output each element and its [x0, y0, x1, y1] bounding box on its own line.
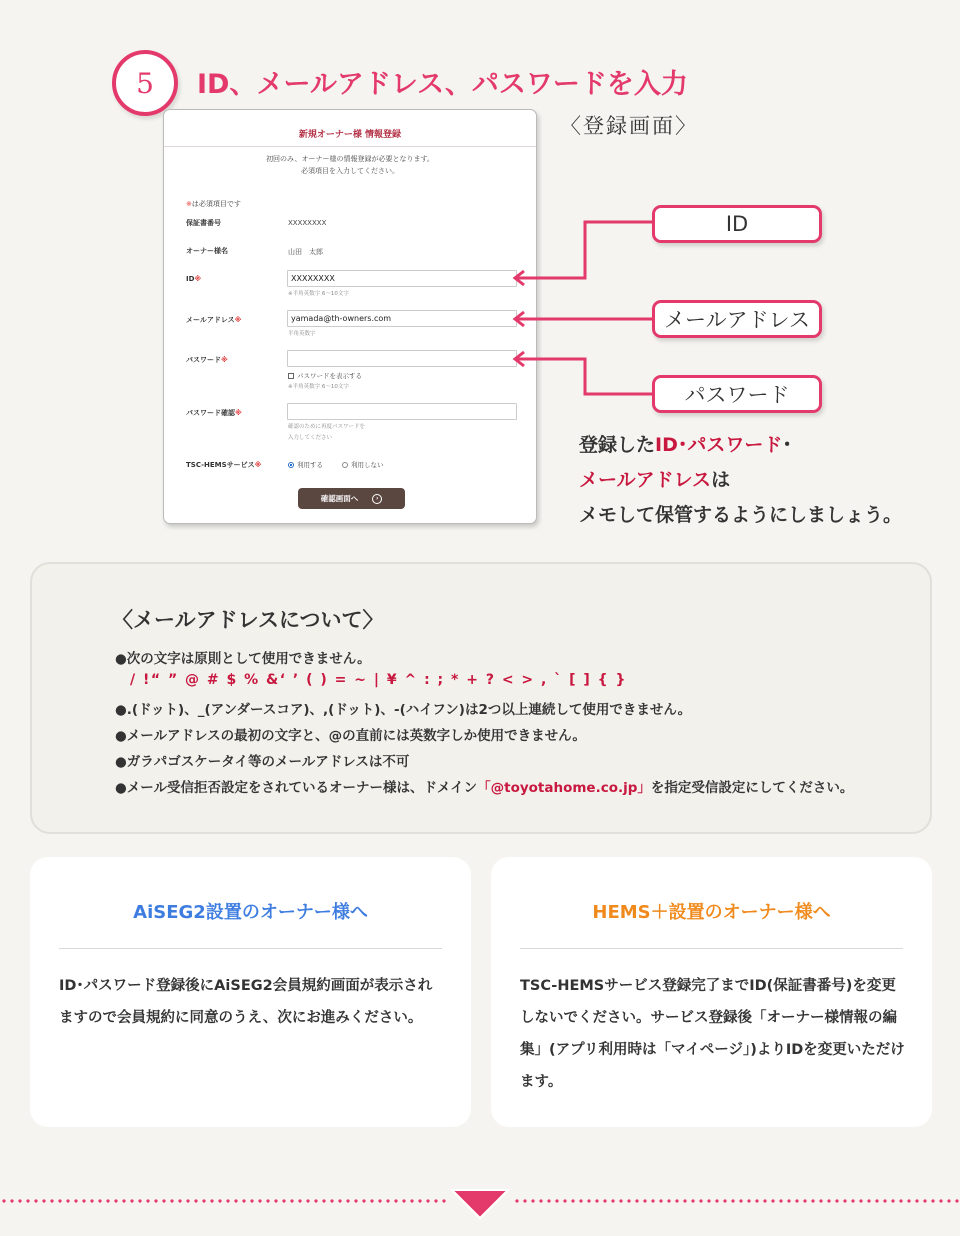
- mail-notice-symbols: / !“ ” @ # $ % &‘ ’ ( ) = ~ | ¥ ^ : ; * + ? < > , ` [ ] { }: [130, 672, 627, 688]
- password-confirm-hint2: 入力してください: [288, 435, 333, 441]
- divider: [59, 948, 442, 949]
- hems-radio-nouse[interactable]: 利用しない: [342, 460, 384, 469]
- step-number: 5: [136, 66, 154, 100]
- password-arrow: [515, 359, 653, 394]
- password-confirm-label: パスワード確認※: [186, 409, 242, 417]
- id-hint: ※半角英数字 6〜10文字: [288, 291, 349, 297]
- mail-notice-title: 〈メールアドレスについて〉: [112, 608, 384, 632]
- callout-id: ID: [652, 205, 822, 243]
- mail-notice-line1: ●次の文字は原則として使用できません。: [115, 651, 371, 667]
- email-label: メールアドレス※: [186, 316, 242, 324]
- callout-password: パスワード: [652, 375, 822, 413]
- owner-label: オーナー様名: [186, 247, 228, 255]
- show-password-checkbox[interactable]: パスワードを表示する: [288, 371, 362, 380]
- mail-notice-line2: ●.(ドット)、_(アンダースコア)、,(ドット)、-(ハイフン)は2つ以上連続して使用できません。: [115, 702, 692, 718]
- warranty-label: 保証書番号: [186, 219, 221, 227]
- aiseg-card-body: ID･パスワード登録後にAiSEG2会員規約画面が表示されますので会員規約に同意のうえ、次にお進みください。: [59, 978, 433, 1026]
- hems-radio-use[interactable]: 利用する: [288, 460, 323, 469]
- callout-email: メールアドレス: [652, 300, 822, 338]
- aiseg-card-title: AiSEG2設置のオーナー様へ: [133, 902, 368, 923]
- mail-notice-line3: ●メールアドレスの最初の文字と、@の直前には英数字しか使用できません。: [115, 728, 586, 744]
- divider: [520, 948, 903, 949]
- dotted-divider-right: [513, 1199, 960, 1203]
- screen-caption: 〈登録画面〉: [560, 114, 698, 138]
- email-input[interactable]: yamada@th-owners.com: [287, 310, 517, 327]
- required-note: ※は必須項目です: [186, 200, 241, 208]
- down-arrow-icon: [448, 1186, 512, 1222]
- mail-notice-line5: ●メール受信拒否設定をされているオーナー様は、ドメイン「@toyotahome.co.jp」を指定受信設定にしてください。: [115, 780, 854, 796]
- password-label: パスワード※: [186, 356, 228, 364]
- password-hint: ※半角英数字 6〜10文字: [288, 384, 349, 390]
- form-intro-line1: 初回のみ、オーナー様の情報登録が必要となります。: [266, 155, 434, 163]
- confirm-button[interactable]: 確認画面へ ›: [298, 488, 405, 509]
- step-title: ID、メールアドレス、パスワードを入力: [197, 69, 688, 100]
- form-intro-line2: 必須項目を入力してください。: [301, 167, 399, 175]
- owner-value: 山田 太郎: [288, 248, 323, 256]
- password-confirm-hint1: 確認のために再度パスワードを: [288, 424, 366, 430]
- arrow-right-icon: ›: [372, 494, 382, 504]
- id-label: ID※: [186, 275, 202, 283]
- hems-card-title: HEMS＋設置のオーナー様へ: [592, 902, 831, 923]
- id-input[interactable]: XXXXXXXX: [287, 270, 517, 287]
- warranty-value: XXXXXXXX: [288, 219, 327, 227]
- dotted-divider-left: [0, 1199, 447, 1203]
- form-title: 新規オーナー様 情報登録: [164, 110, 536, 147]
- memo-note: 登録したID･パスワード･ メールアドレスは メモして保管するようにしましょう。: [579, 434, 903, 526]
- hems-card: [491, 857, 932, 1127]
- aiseg-card: [30, 857, 471, 1127]
- hems-label: TSC-HEMSサービス※: [186, 461, 262, 469]
- id-arrow: [515, 222, 653, 278]
- hems-card-body: TSC-HEMSサービス登録完了までID(保証書番号)を変更しないでください。サービス登録後「オーナー様情報の編集」(アプリ利用時は「マイページ」)よりIDを変更いただけます。: [520, 978, 905, 1090]
- email-hint: 半角英数字: [288, 331, 316, 337]
- mail-notice-line4: ●ガラパゴスケータイ等のメールアドレスは不可: [115, 754, 410, 770]
